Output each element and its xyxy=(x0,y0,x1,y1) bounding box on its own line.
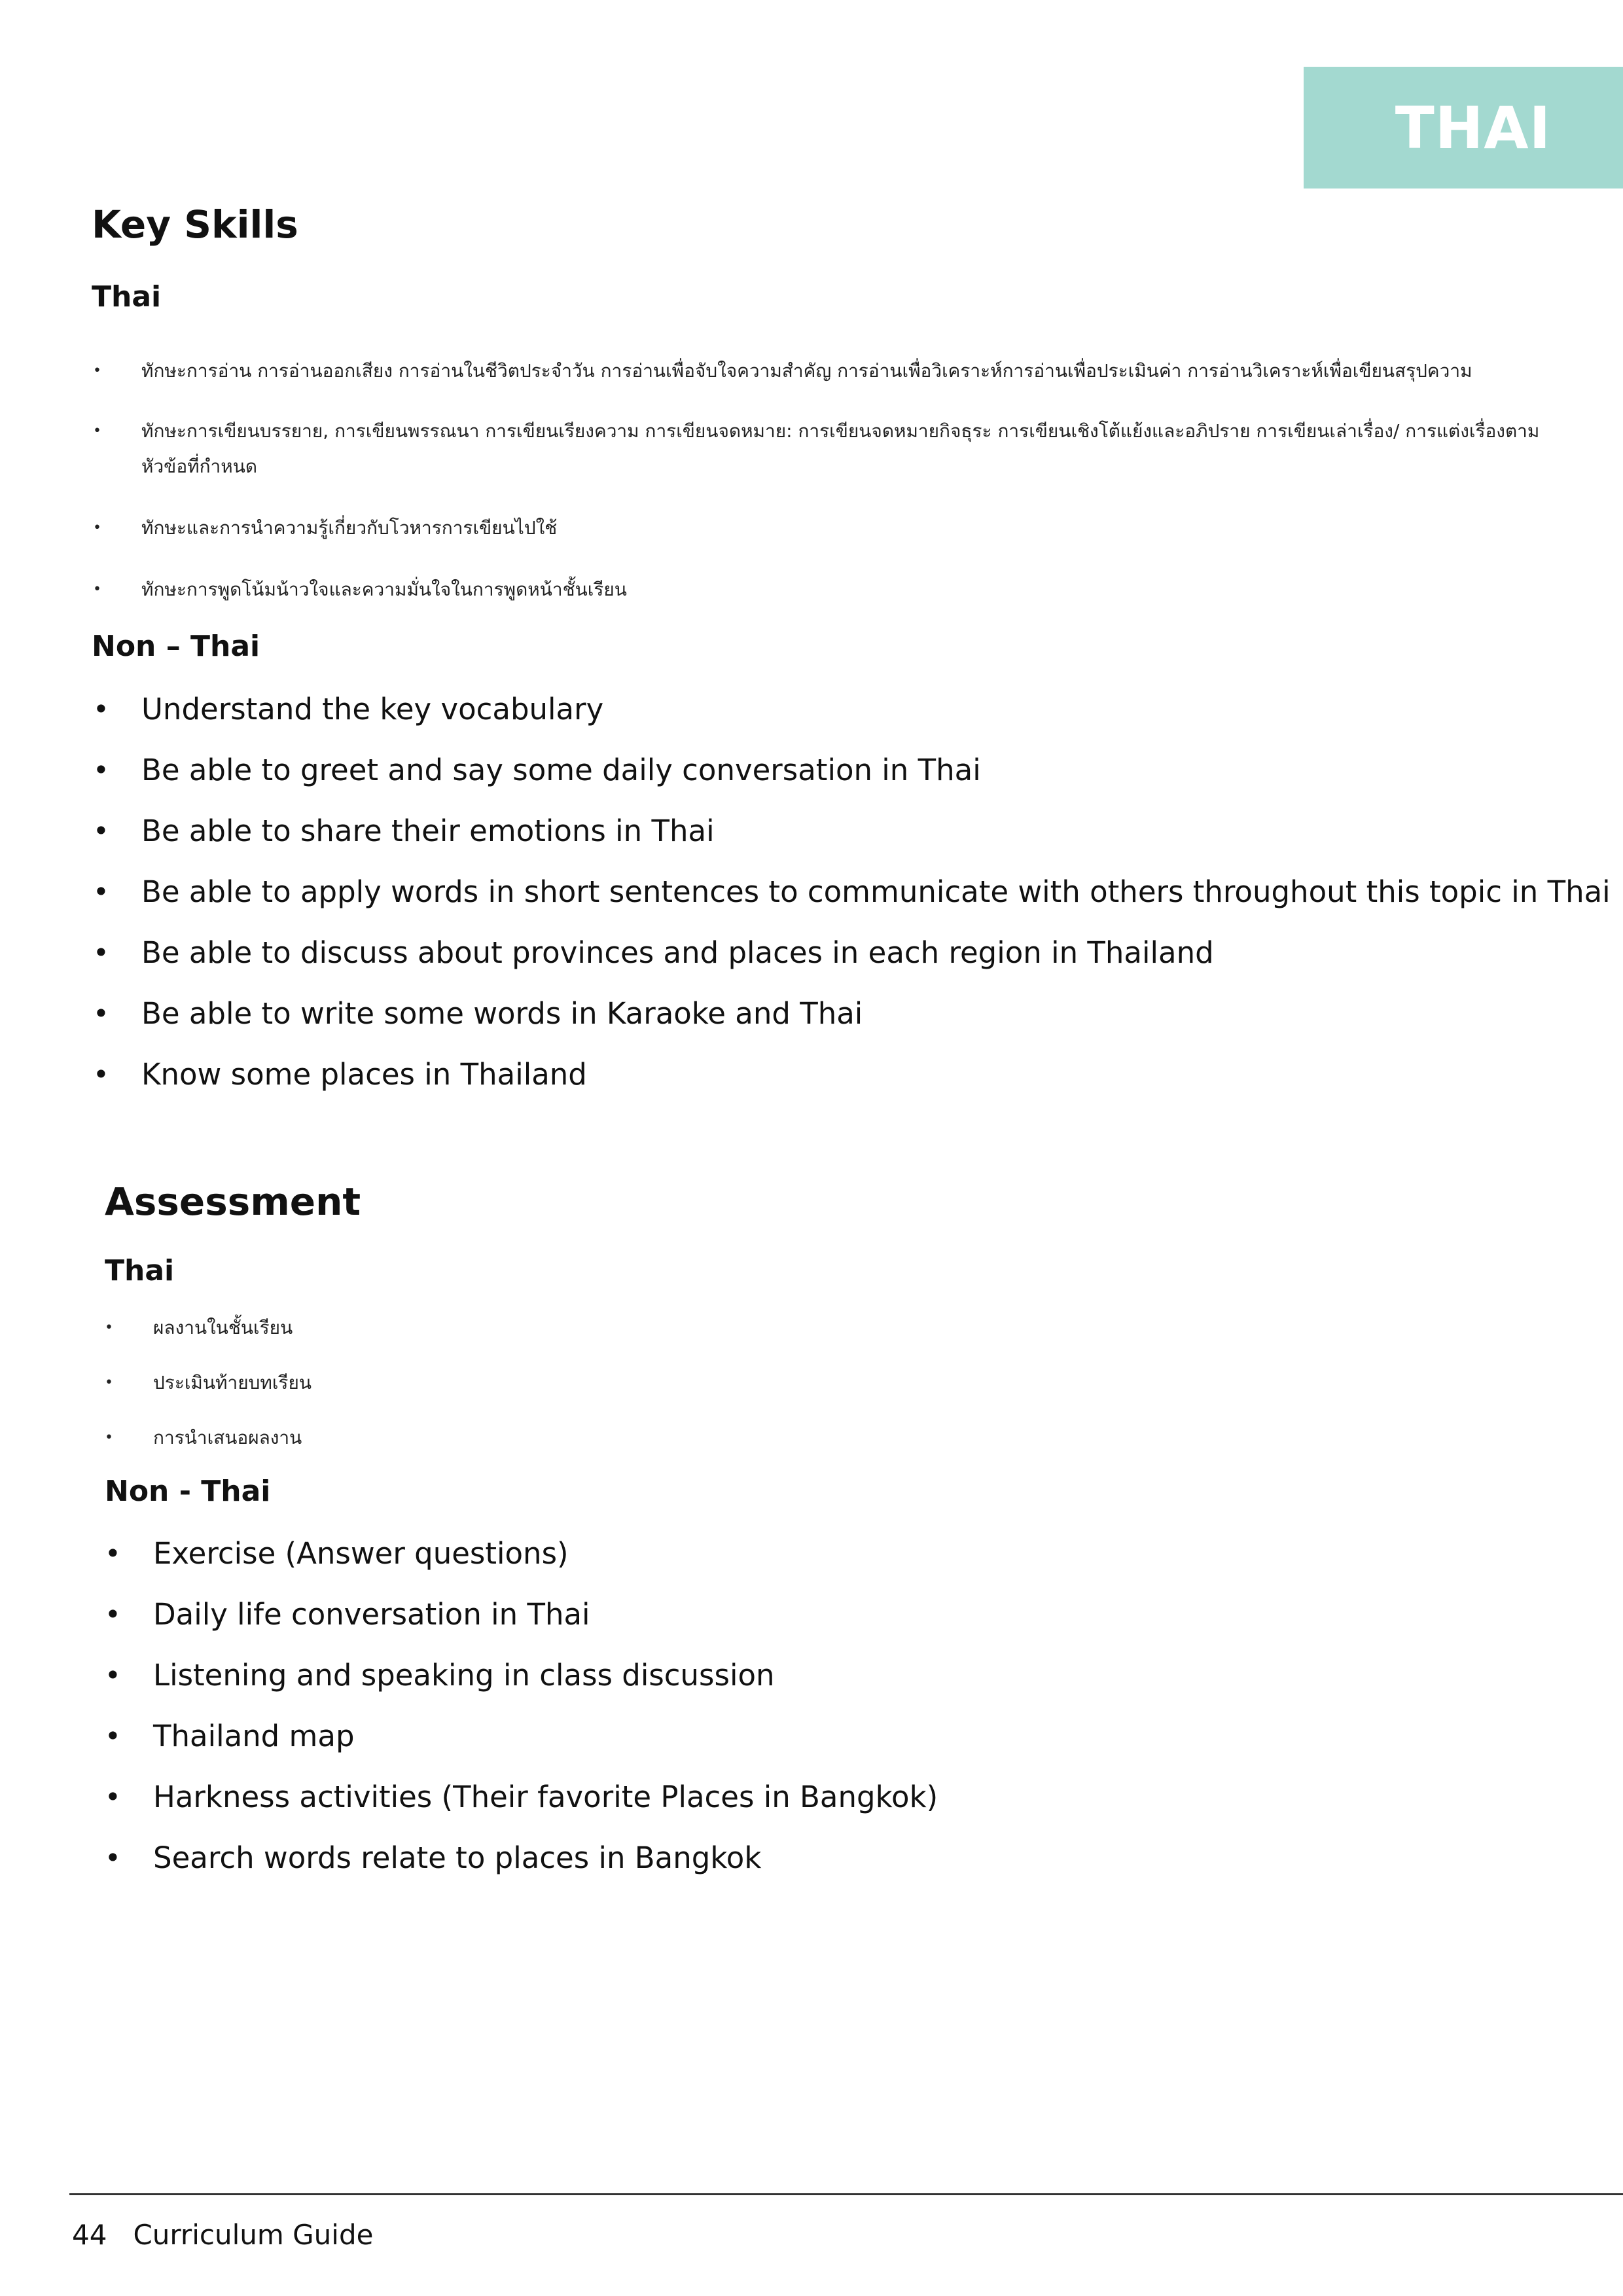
list-item-text: Be able to greet and say some daily conversation in Thai xyxy=(141,753,981,787)
list-item xyxy=(105,1840,762,1876)
bullet-icon: • xyxy=(105,1374,113,1391)
list-item-text: ทักษะการเขียนบรรยาย, การเขียนพรรณนา การเขียนเรียงความ การเขียนจดหมาย: การเขียนจดหมายกิจธุระ การเขียนเชิงโต้แย้งและอภิปราย การเขียนเล่าเรื่อง/ การแต่งเรื่องตามหัวข้อที่กำหนด xyxy=(141,420,1540,477)
bullet-icon: • xyxy=(93,520,101,536)
list-item-text: Harkness activities (Their favorite Places in Bangkok) xyxy=(153,1780,938,1814)
list-item xyxy=(93,353,1575,389)
list-item-text: ผลงานในชั้นเรียน xyxy=(153,1317,293,1338)
key-skills-thai-heading: Thai xyxy=(92,280,162,314)
list-item xyxy=(93,874,1611,910)
list-item xyxy=(93,935,1214,971)
list-item xyxy=(93,1056,587,1093)
bullet-icon: • xyxy=(105,1537,121,1570)
list-item xyxy=(105,1535,569,1572)
list-item xyxy=(93,813,715,850)
list-item-text: Be able to write some words in Karaoke and Thai xyxy=(141,996,863,1031)
list-item-text: Understand the key vocabulary xyxy=(141,692,604,726)
bullet-icon: • xyxy=(93,754,109,786)
bullet-icon: • xyxy=(93,937,109,969)
subject-tab xyxy=(1304,67,1623,188)
list-item xyxy=(93,752,981,789)
list-item xyxy=(105,1779,938,1816)
bullet-icon: • xyxy=(93,363,101,379)
footer-divider xyxy=(69,2193,1623,2195)
list-item-text: Thailand map xyxy=(153,1719,355,1753)
list-item-text: ประเมินท้ายบทเรียน xyxy=(153,1372,312,1393)
list-item xyxy=(105,1657,775,1694)
list-item-text: Be able to discuss about provinces and places in each region in Thailand xyxy=(141,935,1214,970)
footer-label: Curriculum Guide xyxy=(133,2219,374,2251)
list-item xyxy=(105,1365,312,1401)
subject-tab-label: THAI xyxy=(1395,94,1552,162)
bullet-icon: • xyxy=(93,1058,109,1090)
list-item-text: ทักษะการอ่าน การอ่านออกเสียง การอ่านในชีวิตประจำวัน การอ่านเพื่อจับใจความสำคัญ การอ่านเพื่อวิเคราะห์การอ่านเพื่อประเมินค่า การอ่านวิเคราะห์เพื่อเขียนสรุปความ xyxy=(141,360,1472,382)
bullet-icon: • xyxy=(93,693,109,725)
bullet-icon: • xyxy=(105,1429,113,1446)
bullet-icon: • xyxy=(105,1842,121,1874)
assessment-thai-heading: Thai xyxy=(105,1254,175,1287)
bullet-icon: • xyxy=(93,423,101,439)
list-item-text: ทักษะการพูดโน้มน้าวใจและความมั่นใจในการพูดหน้าชั้นเรียน xyxy=(141,579,627,600)
list-item-text: Be able to apply words in short sentences to communicate with others throughout this topic in Thai xyxy=(141,874,1611,909)
list-item xyxy=(93,572,1575,607)
list-item-text: Listening and speaking in class discussion xyxy=(153,1658,775,1693)
list-item-text: ทักษะและการนำความรู้เกี่ยวกับโวหารการเขียนไปใช้ xyxy=(141,517,558,539)
list-item xyxy=(105,1420,302,1456)
list-item-text: Daily life conversation in Thai xyxy=(153,1597,590,1632)
page-number: 44 xyxy=(72,2219,107,2251)
key-skills-title: Key Skills xyxy=(92,202,298,247)
bullet-icon: • xyxy=(105,1781,121,1813)
list-item xyxy=(93,996,863,1032)
bullet-icon: • xyxy=(105,1598,121,1630)
bullet-icon: • xyxy=(93,815,109,847)
bullet-icon: • xyxy=(105,1720,121,1752)
list-item-text: การนำเสนอผลงาน xyxy=(153,1427,302,1448)
list-item-text: Search words relate to places in Bangkok xyxy=(153,1840,762,1875)
page-footer xyxy=(72,2219,373,2251)
list-item xyxy=(105,1310,293,1346)
bullet-icon: • xyxy=(93,581,101,598)
bullet-icon: • xyxy=(105,1319,113,1336)
list-item xyxy=(105,1596,590,1633)
key-skills-non-thai-heading: Non – Thai xyxy=(92,630,260,663)
list-item-text: Be able to share their emotions in Thai xyxy=(141,814,715,848)
list-item xyxy=(93,414,1575,484)
list-item xyxy=(93,511,1575,546)
list-item xyxy=(105,1718,355,1755)
list-item-text: Exercise (Answer questions) xyxy=(153,1536,569,1571)
bullet-icon: • xyxy=(93,876,109,908)
bullet-icon: • xyxy=(93,997,109,1030)
assessment-non-thai-heading: Non - Thai xyxy=(105,1475,271,1508)
list-item-text: Know some places in Thailand xyxy=(141,1057,587,1092)
list-item xyxy=(93,691,604,728)
assessment-title: Assessment xyxy=(105,1179,361,1224)
bullet-icon: • xyxy=(105,1659,121,1691)
